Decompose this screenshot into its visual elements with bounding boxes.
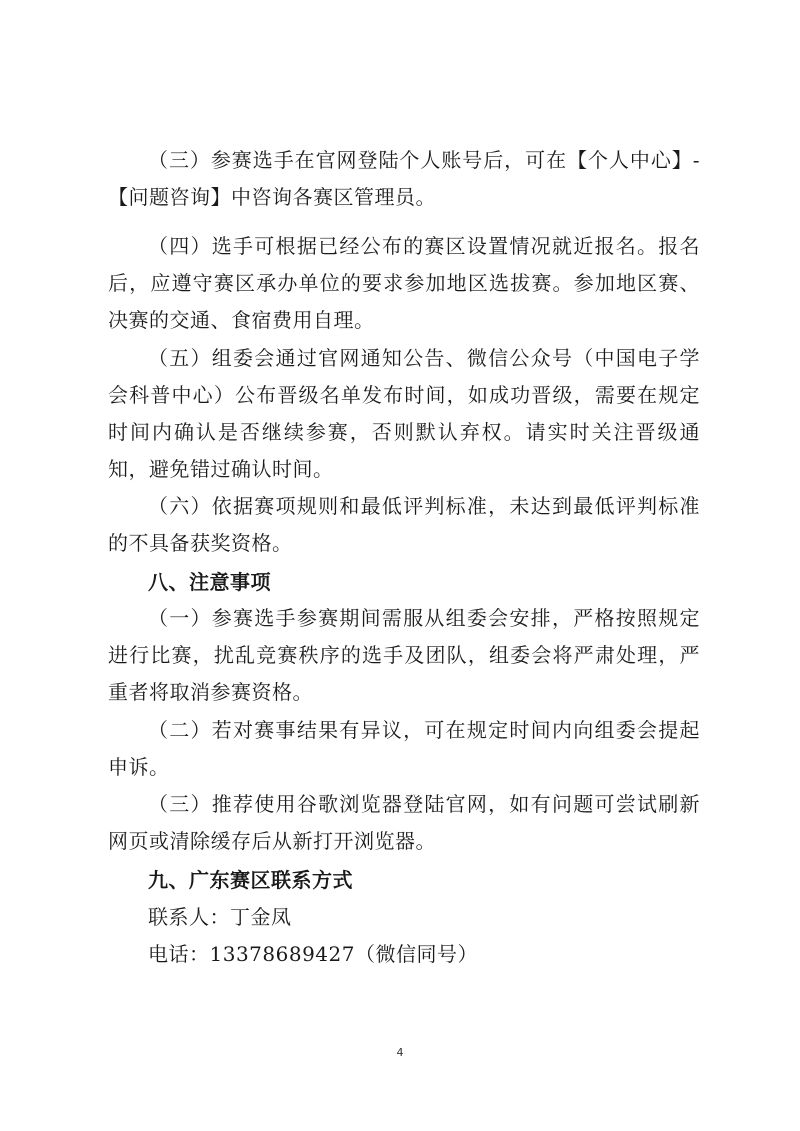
paragraph-participant-consult: （三）参赛选手在官网登陆个人账号后，可在【个人中心】-【问题咨询】中咨询各赛区管理员。 <box>108 148 700 209</box>
paragraph-registration: （四）选手可根据已经公布的赛区设置情况就近报名。报名后，应遵守赛区承办单位的要求参加地区选拔赛。参加地区赛、决赛的交通、食宿费用自理。 <box>108 234 700 332</box>
section-heading-contact: 九、广东赛区联系方式 <box>148 868 353 892</box>
contact-person: 联系人：丁金凤 <box>148 905 292 929</box>
paragraph-appeal: （二）若对赛事结果有异议，可在规定时间内向组委会提起申诉。 <box>108 718 700 779</box>
paragraph-promotion-notice: （五）组委会通过官网通知公告、微信公众号（中国电子学会科普中心）公布晋级名单发布时间，如成功晋级，需要在规定时间内确认是否继续参赛，否则默认弃权。请实时关注晋级通知，避免错过确认时间。 <box>108 346 700 481</box>
paragraph-award-eligibility: （六）依据赛项规则和最低评判标准，未达到最低评判标准的不具备获奖资格。 <box>108 494 700 555</box>
section-heading-notes: 八、注意事项 <box>148 570 271 594</box>
paragraph-competition-rules: （一）参赛选手参赛期间需服从组委会安排，严格按照规定进行比赛，扰乱竞赛秩序的选手及团队，组委会将严肃处理，严重者将取消参赛资格。 <box>108 606 700 704</box>
page-number: 4 <box>396 1046 404 1059</box>
contact-phone: 电话：13378689427（微信同号） <box>148 942 478 966</box>
paragraph-browser-tip: （三）推荐使用谷歌浏览器登陆官网，如有问题可尝试刷新网页或清除缓存后从新打开浏览器。 <box>108 792 700 853</box>
